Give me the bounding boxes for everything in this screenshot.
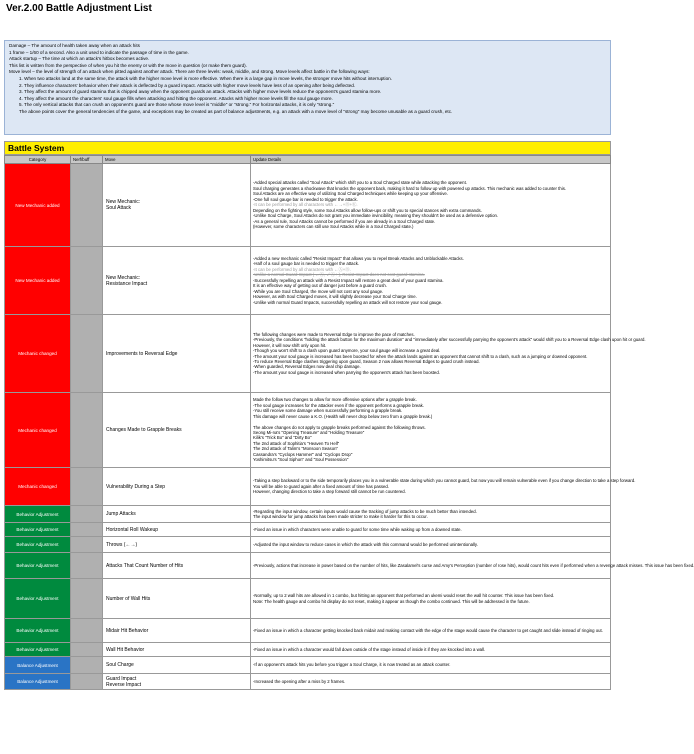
move-name: Improvements to Reversal Edge xyxy=(106,350,178,357)
detail-line: -Successfully repelling an attack with a Resist Impact will restore a great deal of your guard stamina. xyxy=(253,277,444,283)
move-name: Guard Impact xyxy=(106,675,137,682)
details-cell xyxy=(251,553,694,579)
details-cell xyxy=(251,247,611,315)
header-category: Category xyxy=(5,156,71,164)
nerfbuff-cell xyxy=(71,247,103,315)
detail-line: -If an opponent's attack hits you before you trigger a Soul Charge, it is now treated as an attack counter. xyxy=(253,662,451,668)
detail-line: The 2nd attack of Sophitia's "Heaven To Hell" xyxy=(253,440,340,446)
table-row xyxy=(5,315,611,393)
table-row xyxy=(5,579,611,619)
table-row xyxy=(5,164,611,247)
move-cell xyxy=(103,315,251,393)
category-cell: Behavior Adjustment xyxy=(5,537,71,553)
category-cell: Mechanic changed xyxy=(5,315,71,393)
category-cell: New Mechanic added xyxy=(5,164,71,247)
definition-line: Damage – The amount of health taken away when an attack hits xyxy=(9,43,140,48)
detail-line: -Unlike with normal Guard Impacts, successfully repelling an attack will not restore your soul gauge. xyxy=(253,299,443,305)
move-cell xyxy=(103,506,251,523)
detail-line: Kilik's "Trick Bo" and "Dirty Bo" xyxy=(253,435,312,441)
detail-line: However, changing direction to take a step forward still cannot be run countered. xyxy=(253,489,406,495)
detail-line: -The amount your soul gauge is increased when parrying the opponent's attack has been boosted. xyxy=(253,369,440,375)
table-row xyxy=(5,674,611,690)
detail-line: -When guarded, Reversal Edges now deal chip damage. xyxy=(253,364,361,370)
definition-line: 2. They influence characters' behavior when their attack is deflected by a guard impact. Attacks with higher move levels have less of an opening after being deflected. xyxy=(19,82,356,88)
details-cell xyxy=(251,537,611,553)
category-cell: Balance Adjustment xyxy=(5,657,71,674)
definition-line: 5. The only vertical attacks that can crush an opponent's guard are those whose move level is "middle" or "strong." For horizontal attacks, it is only "strong." xyxy=(19,102,335,108)
detail-line: Seong Mi-na's "Opening Treasure" and "Holding Treasure" xyxy=(253,430,365,435)
table-row xyxy=(5,506,611,523)
move-name: Wall Hit Behavior xyxy=(106,646,145,653)
move-name: Resistance Impact xyxy=(106,280,148,287)
detail-line: -You still receive some damage when successfully performing a grapple break. xyxy=(253,408,403,414)
table-row xyxy=(5,247,611,315)
header-details: Update Details xyxy=(251,156,611,164)
detail-line: -Fixed an issue in which a character would fall down outside of the stage instead of inside it if they are knocked into a wall. xyxy=(253,646,486,652)
move-name: New Mechanic: xyxy=(106,274,141,281)
details-cell xyxy=(251,643,611,657)
section-title: Battle System xyxy=(4,141,611,155)
move-name: New Mechanic: xyxy=(106,199,141,205)
detail-line: -Adjusted the input window to reduce cases in which the attack with this command would be performed unintentionally. xyxy=(253,541,478,547)
details-cell xyxy=(251,393,611,468)
move-cell xyxy=(103,247,251,315)
detail-line: Note: The health gauge and combo hit display do not reset, making it appear as though the combo continued. This will be addressed in the future. xyxy=(253,598,530,604)
table-row xyxy=(5,553,611,579)
detail-line: -It can be performed by all characters with ←Ⓐ+Ⓑ. xyxy=(253,266,351,272)
table-row xyxy=(5,657,611,674)
details-cell xyxy=(251,506,611,523)
detail-line: -Added a new mechanic called "Resist Impact" that allows you to repel Break Attacks and Unblockable Attacks. xyxy=(253,255,464,261)
detail-line: However, it will now shift only upon hit. xyxy=(253,342,327,348)
detail-line: Soul charging generates a shockwave that knocks the opponent back, making it hard to follow up with powered up attacks. This mechanic was added to counter this. xyxy=(253,185,567,191)
nerfbuff-cell xyxy=(71,506,103,523)
definition-line: Move level – the level of strength of an attack when pitted against another attack. There are three levels: weak, middle, and strong. Move levels affect battle in the following ways: xyxy=(9,69,370,75)
definition-line: Attack startup – The time at which an attack's hitbox becomes active. xyxy=(9,56,150,62)
move-cell xyxy=(103,537,251,553)
move-cell xyxy=(103,393,251,468)
details-cell xyxy=(251,657,611,674)
nerfbuff-cell xyxy=(71,468,103,506)
category-cell: Behavior Adjustment xyxy=(5,643,71,657)
category-cell: Mechanic changed xyxy=(5,468,71,506)
nerfbuff-cell xyxy=(71,315,103,393)
definition-line: 3. They affect the amount of guard stamina that is chipped away when the opponent guards an attack. Attacks with higher move levels reduce the opponent's guard stamina more. xyxy=(19,89,382,95)
table-row xyxy=(5,468,611,506)
move-cell xyxy=(103,523,251,537)
detail-line: Made the follow two changes to allow for more offensive options after a grapple break. xyxy=(253,397,417,403)
move-name: Reverse Impact xyxy=(106,681,142,688)
move-name: Vulnerability During a Step xyxy=(106,483,166,490)
detail-line: -While you are Soul Charged, the move will not cost any soul gauge. xyxy=(253,288,384,294)
move-name: Horizontal Roll Wakeup xyxy=(106,526,159,533)
details-cell xyxy=(251,579,611,619)
table-row xyxy=(5,523,611,537)
definition-line: This list is written from the perspective of when you hit the enemy or with the move in question (or make them guard). xyxy=(9,62,247,68)
move-name: Number of Wall Hits xyxy=(106,595,151,602)
move-cell xyxy=(103,164,251,247)
move-cell xyxy=(103,619,251,643)
detail-line: -Unlike a normal Guard Impact ( ←Ⓐ, ↙Ⓐ+ ), Resist Impact does not cost guard stamina. xyxy=(253,272,425,278)
detail-line: This damage will never cause a K.O. (Health will never drop below zero from a grapple break.) xyxy=(253,413,433,419)
page-title: Ver.2.00 Battle Adjustment List xyxy=(6,3,152,14)
category-cell: Mechanic changed xyxy=(5,393,71,468)
details-cell xyxy=(251,468,636,506)
detail-line: -The amount your soul gauge is increased has been boosted for when the attack lands against an opponent that cannot shift to a clash, such as a jumping or downed opponent. xyxy=(253,353,588,359)
detail-line: Yoshimitsu's "Soul Siphon" and "Soul Possession" xyxy=(253,457,349,463)
nerfbuff-cell xyxy=(71,553,103,579)
nerfbuff-cell xyxy=(71,579,103,619)
nerfbuff-cell xyxy=(71,643,103,657)
move-name: Soul Charge xyxy=(106,662,134,668)
header-move: Move xyxy=(103,156,251,164)
detail-line: You will be able to guard again after a fixed amount of time has passed. xyxy=(253,483,389,489)
category-cell: Behavior Adjustment xyxy=(5,506,71,523)
table-row xyxy=(5,537,611,553)
category-cell: Behavior Adjustment xyxy=(5,579,71,619)
details-cell xyxy=(251,315,646,393)
move-cell xyxy=(103,553,251,579)
category-cell: Behavior Adjustment xyxy=(5,523,71,537)
nerfbuff-cell xyxy=(71,657,103,674)
move-cell xyxy=(103,468,251,506)
detail-line: Soul Attacks are an effective way of utilizing Soul Charged techniques while keeping up your offensive. xyxy=(253,191,448,197)
nerfbuff-cell xyxy=(71,674,103,690)
move-name: Changes Made to Grapple Breaks xyxy=(106,427,182,433)
detail-line: -It can be performed by all characters with ←→+Ⓑ+Ⓚ. xyxy=(253,202,358,208)
definition-line: 4. They affect the amount the characters' soul gauge fills when attacking and hitting the opponent. Attacks with higher move levels fill the soul gauge more. xyxy=(19,95,333,101)
move-name: Attacks That Count Number of Hits xyxy=(106,562,184,569)
definition-line: 1 frame – 1/60 of a second. Also a unit used to indicate the passage of time in the game. xyxy=(9,49,189,55)
nerfbuff-cell xyxy=(71,164,103,247)
table-row xyxy=(5,619,611,643)
definition-line: The above points cover the general tendencies of the game, and exceptions may be created as part of balance adjustments, e.g. an attack with a move level of "strong" may become unusable as a guard crush, etc. xyxy=(19,108,453,114)
category-cell: New Mechanic added xyxy=(5,247,71,315)
detail-line: -Taking a step backward or to the side temporarily places you in a vulnerable state during which you cannot guard, but now you will remain vulnerable even if you change direction to take a step forward. xyxy=(253,478,636,484)
detail-line: -Previously, the conditions "holding the attack button for the maximum duration" and "immediately after successfully parrying the opponent's attack" would shift you to a Reversal Edge clash upon hit or guard. xyxy=(253,337,646,343)
table-row xyxy=(5,643,611,657)
detail-line: The 2nd attack of Talim's "Monsoon Season" xyxy=(253,446,339,452)
move-name: Jump Attacks xyxy=(106,511,136,517)
detail-line: -One full soul gauge bar is needed to trigger the attack. xyxy=(253,196,358,202)
move-cell xyxy=(103,579,251,619)
detail-line: -Increased the opening after a miss by 2 frames. xyxy=(253,678,346,684)
detail-line: The following changes were made to Reversal Edge to improve the pace of matches. xyxy=(253,331,415,337)
table-header-row xyxy=(5,156,611,164)
detail-line: -Added special attacks called "Soul Attack" which shift you to a Soul Charged state while attacking the opponent. xyxy=(253,180,467,186)
detail-line: The input window for jump attacks has been made stricter to make it harder for this to occur. xyxy=(253,514,428,519)
nerfbuff-cell xyxy=(71,393,103,468)
detail-line: (However, some characters can still use Soul Attacks while in a Soul Charged state.) xyxy=(253,224,414,230)
move-name: Throws (←→) xyxy=(106,541,138,548)
detail-line: It is an effective way of getting out of danger just before a guard crush. xyxy=(253,283,387,289)
category-cell: Behavior Adjustment xyxy=(5,553,71,579)
detail-line: However, as with Soul Charged moves, it will slightly decrease your Soul Charge time. xyxy=(253,294,417,300)
details-cell xyxy=(251,619,611,643)
move-cell xyxy=(103,657,251,674)
detail-line: -Regarding the input window, certain inputs would cause the tracking of jump attacks to be much better than intended. xyxy=(253,508,477,514)
detail-line: -Fixed an issue in which characters were unable to guard for some time while waking up from a downed state. xyxy=(253,526,462,532)
detail-line: -Unlike Soul Charge, Soul Attacks do not grant you immediate invincibility, meaning they shouldn't be used as a defensive option. xyxy=(253,213,499,219)
header-nerfbuff: Nerf/buff xyxy=(71,156,103,164)
detail-line: -Normally, up to 2 wall hits are allowed in 1 combo, but hitting an opponent that performed an ukemi would reset the wall hit counter. This issue has been fixed. xyxy=(253,593,555,599)
details-cell xyxy=(251,164,611,247)
detail-line: The above changes do not apply to grapple breaks performed against the following throws. xyxy=(253,424,426,430)
category-cell: Balance Adjustment xyxy=(5,674,71,690)
move-cell xyxy=(103,674,251,690)
detail-line: -As a general rule, Soul Attacks cannot be performed if you are already in a Soul Charged state. xyxy=(253,218,436,224)
detail-line: -Previously, actions that increase in power based on the number of hits, like Zasalamel's curse and Amy's Perception (number of rose hits), would count hits even if performed when a revenge attack misses. This issue has been fixed. xyxy=(253,562,694,568)
detail-line: -Fixed an issue in which a character getting knocked back midair and making contact with the edge of the stage would cause the character to get caught and slide instead of ringing out. xyxy=(253,627,603,633)
move-name: Soul Attack xyxy=(106,205,132,211)
details-cell xyxy=(251,674,611,690)
table-row xyxy=(5,393,611,468)
detail-line: Cassandra's "Cyclops Hammer" and "Cyclops Drop" xyxy=(253,451,353,457)
detail-line: -Half of a soul gauge bar is needed to trigger the attack. xyxy=(253,261,360,267)
adjustment-table xyxy=(4,155,694,690)
definitions-box xyxy=(4,40,611,135)
nerfbuff-cell xyxy=(71,619,103,643)
detail-line: -The soul gauge increases for the attacker even if the opponent performs a grapple break. xyxy=(253,402,425,408)
nerfbuff-cell xyxy=(71,537,103,553)
definition-line: 1. When two attacks land at the same time, the attack with the higher move level is more effective. When there is a large gap in move levels, the stronger move hits without interruption. xyxy=(19,75,392,81)
move-name: Midair Hit Behavior xyxy=(106,627,149,634)
details-cell xyxy=(251,523,611,537)
detail-line: -To reduce Reversal Edge clashes triggering upon guard, Season 2 now allows Reversal Edges to guard crush instead. xyxy=(253,358,480,364)
detail-line: Depending on the fighting style, some Soul Attacks allow follow-ups or shift you to special stances with extra commands. xyxy=(253,207,482,213)
nerfbuff-cell xyxy=(71,523,103,537)
detail-line: -Though you won't shift to a clash upon guard anymore, your soul gauge will increase a great deal. xyxy=(253,348,441,354)
move-cell xyxy=(103,643,251,657)
category-cell: Behavior Adjustment xyxy=(5,619,71,643)
